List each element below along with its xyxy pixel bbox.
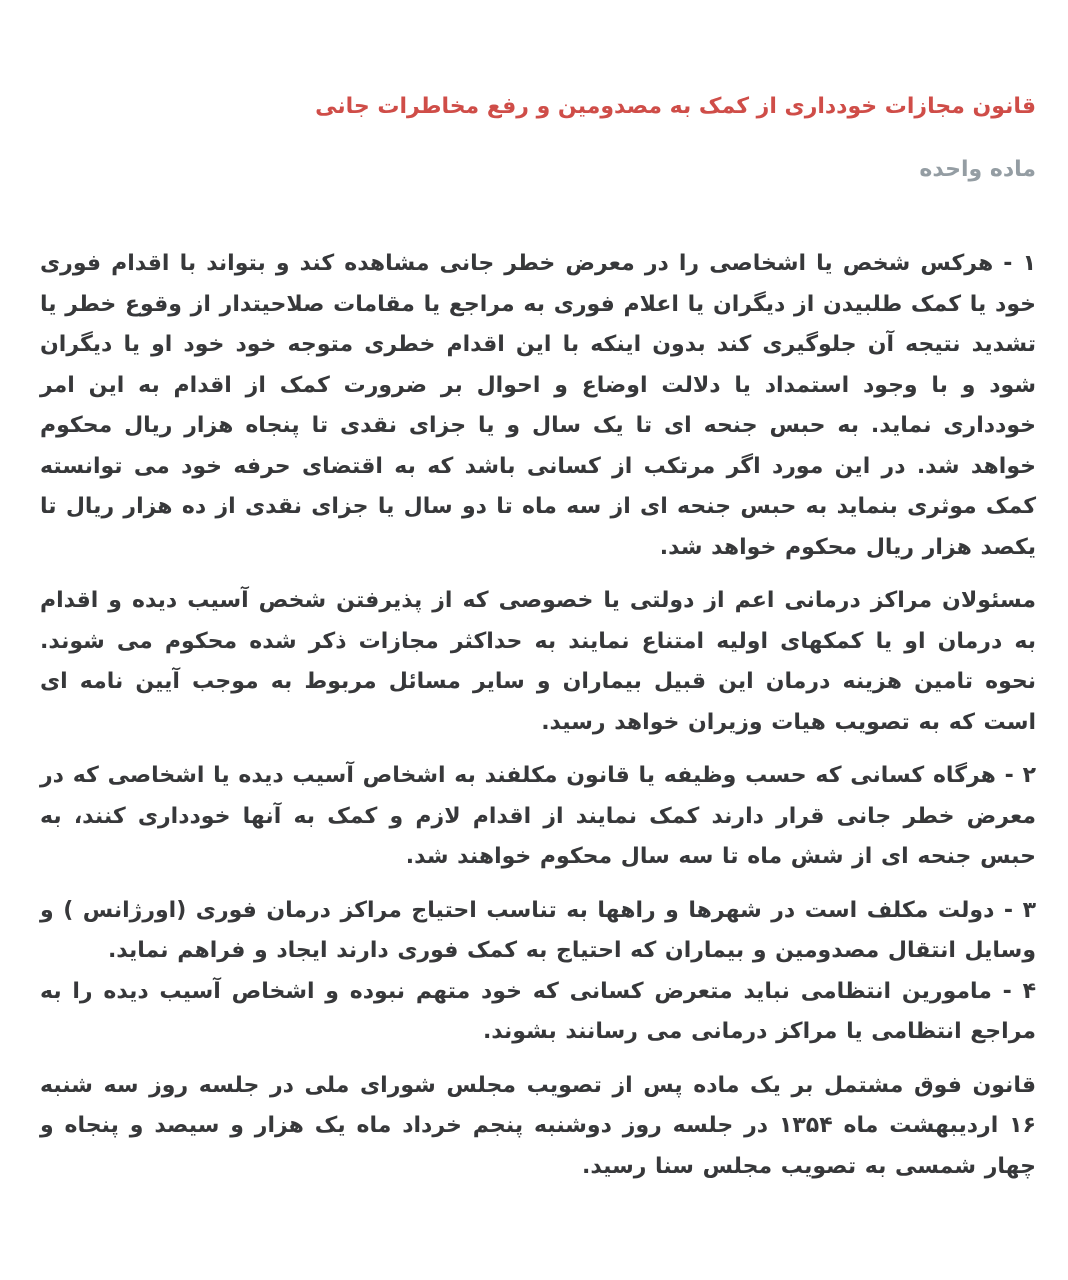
paragraph-clause-3: ۳ - دولت مکلف است در شهرها و راهها به تناسب احتیاج مراکز درمان فوری (اورژانس ) و وسایل انتقال مصدومین و بیماران که احتیاج به کمک فوری دارند ایجاد و فراهم نماید. [40, 897, 1036, 963]
paragraph-clause-1: ۱ - هرکس شخص یا اشخاصی را در معرض خطر جانی مشاهده کند و بتواند با اقدام فوری خود یا کمک طلبیدن از دیگران یا اعلام فوری به مراجع یا مقامات صلاحیتدار از وقوع خطر یا تشدید نتیجه آن جلوگیری کند بدون اینکه با این اقدام خطری متوجه خود خود او یا دیگران شود و با وجود استمداد یا دلالت اوضاع و احوال بر ضرورت کمک از اقدام به این امر خودداری نماید. به حبس جنحه ای تا یک سال و یا جزای نقدی تا پنجاه هزار ریال محکوم خواهد شد. در این مورد اگر مرتکب از کسانی باشد که به اقتضای حرفه خود می توانسته کمک موثری بنماید به حبس جنحه ای از سه ماه تا دو سال یا جزای نقدی از ده هزار ریال تا یکصد هزار ریال محکوم خواهد شد. [40, 251, 1036, 560]
paragraph-clause-2: ۲ - هرگاه کسانی که حسب وظیفه یا قانون مکلفند به اشخاص آسیب دیده یا اشخاصی که در معرض خطر جانی قرار دارند کمک نمایند از اقدام لازم و کمک به آنها خودداری کنند، به حبس جنحه ای از شش ماه تا سه سال محکوم خواهند شد. [40, 763, 1036, 869]
document-subtitle: ماده واحده [919, 157, 1036, 182]
paragraph-medical-centers: مسئولان مراکز درمانی اعم از دولتی یا خصوصی که از پذیرفتن شخص آسیب دیده و اقدام به درمان او یا کمکهای اولیه امتناع نمایند به حداکثر مجازات ذکر شده محکوم می شوند. نحوه تامین هزینه درمان این قبیل بیماران و سایر مسائل مربوط به موجب آیین نامه ای است که به تصویب هیات وزیران خواهد رسید. [40, 588, 1036, 735]
paragraph-ratification: قانون فوق مشتمل بر یک ماده پس از تصویب مجلس شورای ملی در جلسه روز سه شنبه ۱۶ اردیبهشت ماه ۱۳۵۴ در جلسه روز دوشنبه پنجم خرداد ماه یک هزار و سیصد و پنجاه و چهار شمسی به تصویب مجلس سنا رسید. [40, 1072, 1036, 1179]
paragraph-clause-4: ۴ - مامورین انتظامی نباید متعرض کسانی که خود متهم نبوده و اشخاص آسیب دیده را به مراجع انتظامی یا مراکز درمانی می رسانند بشوند. [40, 978, 1036, 1044]
document-title: قانون مجازات خودداری از کمک به مصدومین و رفع مخاطرات جانی [315, 94, 1036, 119]
